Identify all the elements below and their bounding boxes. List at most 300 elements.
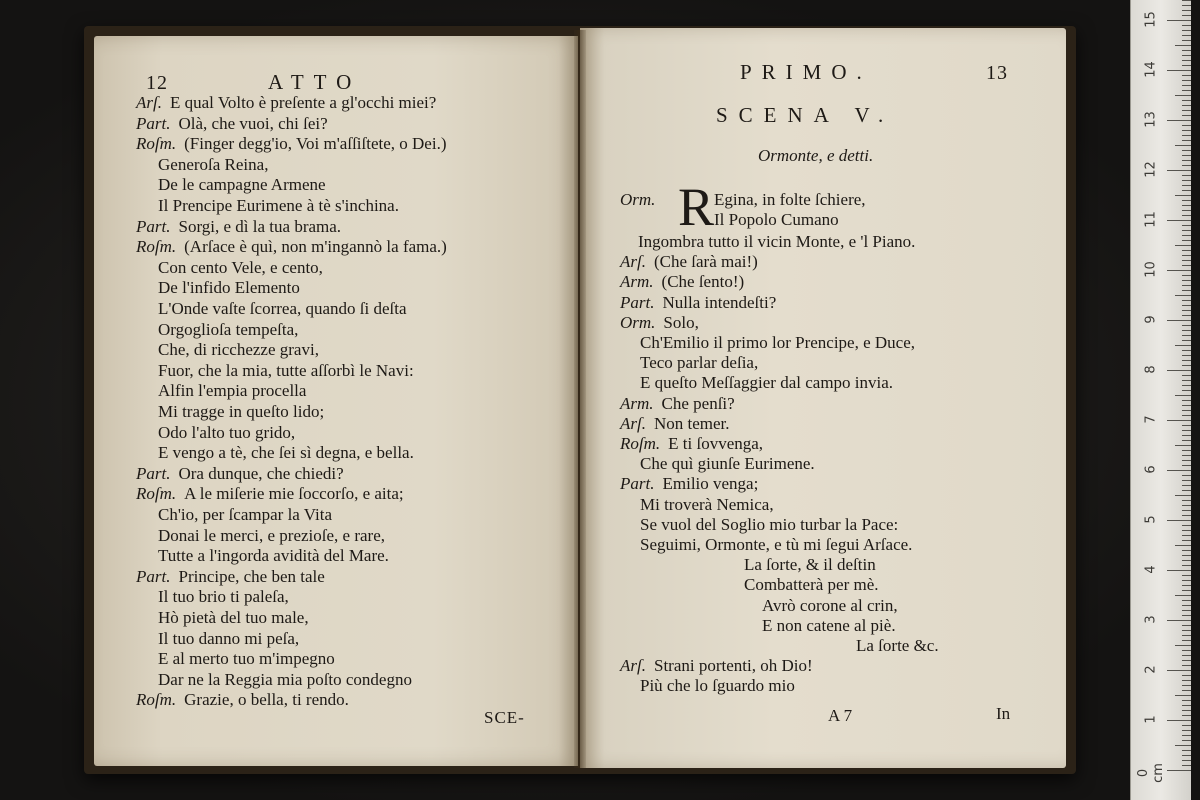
text-line [136,690,349,710]
line-text: Che penſi? [661,393,735,413]
ruler-tick [1182,290,1191,291]
line-text: De l'infido Elemento [158,278,300,298]
ruler-tick [1182,505,1191,506]
ruler-tick [1182,385,1191,386]
ruler-tick [1182,275,1191,276]
text-line [158,546,389,566]
ruler-tick [1182,180,1191,181]
ruler-tick [1182,625,1191,626]
book-gutter [574,30,586,768]
ruler-tick [1182,710,1191,711]
line-text: Combatterà per mè. [744,575,879,595]
ruler-tick [1182,210,1191,211]
ruler-tick [1182,110,1191,111]
text-line [640,495,774,515]
line-text: Dar ne la Reggia mia poſto condegno [158,669,412,689]
line-text: De le campagne Armene [158,175,326,195]
ruler-tick [1182,530,1191,531]
line-text: Ora dunque, che chiedi? [178,463,344,483]
line-text: E ti ſovvenga, [668,434,764,453]
ruler-number: 13 [1143,111,1159,128]
text-line [620,434,763,454]
text-line [158,361,414,381]
line-text: Teco parlar deſia, [640,353,759,373]
ruler-number: 8 [1143,365,1159,374]
text-line [158,505,332,525]
ruler-tick [1182,300,1191,301]
line-text: A le miſerie mie ſoccorſo, e aita; [184,484,404,504]
ruler-tick [1182,305,1191,306]
speaker-label: Part. [136,463,171,483]
ruler-tick [1182,750,1191,751]
ruler-tick [1182,40,1191,41]
line-text: La ſorte &c. [856,636,939,655]
ruler-tick [1182,555,1191,556]
ruler-tick [1182,765,1191,766]
ruler-tick [1182,75,1191,76]
ruler-tick [1167,270,1191,271]
ruler-tick [1182,725,1191,726]
ruler-tick [1182,575,1191,576]
ruler-tick [1182,690,1191,691]
ruler-tick [1167,470,1191,471]
line-text: Che quì giunſe Eurimene. [640,454,815,474]
ruler-tick [1182,50,1191,51]
line-text: Non temer. [653,413,730,433]
ruler-number: 9 [1143,315,1159,324]
ruler-tick [1182,240,1191,241]
text-line [158,443,414,463]
line-text: (Che ſarà mai!) [653,252,758,272]
text-line [744,555,876,575]
speaker-label: Part. [620,474,655,494]
ruler-tick [1182,65,1191,66]
ruler-tick [1182,60,1191,61]
speaker-label: Part. [136,216,171,236]
ruler-tick [1182,365,1191,366]
line-text: Principe, che ben tale [178,566,325,586]
ruler-tick [1182,640,1191,641]
line-text: E queſto Meſſaggier dal campo invia. [640,373,894,393]
ruler-tick [1182,90,1191,91]
line-text: Grazie, o bella, ti rendo. [184,690,349,710]
ruler-tick [1182,165,1191,166]
ruler-tick [1182,540,1191,541]
ruler-tick [1182,515,1191,516]
ruler-tick [1175,745,1191,746]
ruler-tick [1175,445,1191,446]
ruler-tick [1182,550,1191,551]
speaker-label: Roſm. [136,690,177,710]
ruler-tick [1182,215,1191,216]
speaker-label: Orm. [620,312,656,332]
ruler-tick [1182,425,1191,426]
ruler-tick [1182,250,1191,251]
ruler-tick [1175,695,1191,696]
ruler-tick [1182,125,1191,126]
text-line [762,616,896,636]
ruler-number: 12 [1143,161,1159,178]
ruler-tick [1175,245,1191,246]
ruler-tick [1182,650,1191,651]
text-line [620,252,758,272]
ruler-tick [1182,510,1191,511]
ruler-tick [1182,315,1191,316]
ruler-tick [1175,295,1191,296]
line-text: Donai le merci, e prezioſe, e rare, [158,525,386,545]
line-text: Ch'io, per ſcampar la Vita [158,505,333,524]
ruler-tick [1182,10,1191,11]
ruler-tick [1182,285,1191,286]
line-text: E al merto tuo m'impegno [158,649,335,669]
ruler-tick [1182,685,1191,686]
ruler-tick [1182,490,1191,491]
ruler-tick [1182,655,1191,656]
ruler-tick [1182,205,1191,206]
ruler-tick [1175,45,1191,46]
line-text: Fuor, che la mia, tutte aſſorbì le Navi: [158,360,414,380]
speaker-label: Arm. [620,393,654,413]
ruler-tick [1182,405,1191,406]
ruler-tick [1175,95,1191,96]
speaker-label: Arm. [620,272,654,292]
text-line [136,217,341,237]
ruler-tick [1182,355,1191,356]
right-catchword: In [996,704,1011,723]
ruler-tick [1182,80,1191,81]
ruler-tick [1182,705,1191,706]
text-line [620,272,744,292]
line-text: La ſorte, & il deſtin [744,555,876,575]
ruler-tick [1182,500,1191,501]
line-text: Ch'Emilio il primo lor Prencipe, e Duce, [640,333,916,352]
ruler-tick [1182,310,1191,311]
line-text: Il tuo danno mi peſa, [158,628,300,648]
text-line [158,670,412,690]
dropcap-line-2: Il Popolo Cumano [714,210,839,229]
ruler-tick [1182,430,1191,431]
ruler-tick [1182,565,1191,566]
ruler-tick [1175,395,1191,396]
text-line [158,299,407,319]
text-line [158,402,324,422]
ruler-tick [1182,375,1191,376]
text-line [158,320,298,340]
line-text: Strani portenti, oh Dio! [653,656,813,676]
ruler-tick [1182,130,1191,131]
text-line [136,567,325,587]
line-text: Avrò corone al crin, [762,595,898,615]
speaker-label: Roſm. [620,434,661,453]
dropcap-line-1: Egina, in folte ſchiere, [714,190,866,209]
left-running-header: ATTO [268,70,362,94]
line-text: Odo l'alto tuo grido, [158,422,296,442]
speaker-label: Part. [620,292,655,312]
ruler-tick [1182,140,1191,141]
text-line [640,676,795,696]
ruler-tick [1175,545,1191,546]
text-line [158,629,299,649]
speaker-label: Arſ. [136,93,162,112]
signature-mark: A 7 [828,706,853,725]
text-line [640,535,912,555]
ruler-tick [1182,460,1191,461]
measurement-ruler [1130,0,1191,800]
ruler-tick [1182,225,1191,226]
ruler-tick [1182,400,1191,401]
ruler-tick [1182,615,1191,616]
text-line [136,484,404,504]
ruler-tick [1182,415,1191,416]
ruler-tick [1167,770,1191,771]
ruler-tick [1182,525,1191,526]
ruler-tick [1182,535,1191,536]
ruler-tick [1182,35,1191,36]
text-line [136,464,344,484]
text-line [136,134,447,154]
ruler-number: 1 [1143,715,1159,724]
text-line [136,237,447,257]
ruler-number: 14 [1143,61,1159,78]
line-text: Ingombra tutto il vicin Monte, e 'l Piano. [638,232,916,251]
speaker-label: Arſ. [620,656,646,676]
ruler-tick [1182,680,1191,681]
ruler-tick [1182,5,1191,6]
line-text: Se vuol del Soglio mio turbar la Pace: [640,514,899,534]
scene-title: SCENA V. [716,103,895,127]
ruler-tick [1182,175,1191,176]
ruler-tick [1182,605,1191,606]
ruler-tick [1182,390,1191,391]
speaker-label: Arſ. [620,413,646,433]
speaker-label: Part. [136,566,171,586]
ruler-tick [1182,380,1191,381]
text-line [158,196,399,216]
line-text: Orgoglioſa tempeſta, [158,319,299,339]
text-line [638,232,915,252]
line-text: E qual Volto è preſente a gl'occhi miei? [169,93,437,112]
ruler-tick [1182,665,1191,666]
ruler-tick [1182,105,1191,106]
ruler-tick [1182,30,1191,31]
text-line [158,258,323,278]
ruler-tick [1167,220,1191,221]
ruler-tick [1182,360,1191,361]
ruler-tick [1182,700,1191,701]
ruler-tick [1182,485,1191,486]
line-text: Alfin l'empia procella [158,381,307,401]
text-line [158,423,295,443]
ruler-tick [1167,20,1191,21]
ruler-tick [1182,735,1191,736]
ruler-tick [1167,420,1191,421]
speaker-label: Arſ. [620,252,646,272]
ruler-tick [1182,155,1191,156]
ruler-tick [1182,560,1191,561]
ruler-tick [1182,755,1191,756]
ruler-tick [1167,570,1191,571]
ruler-tick [1182,600,1191,601]
text-line [158,608,309,628]
ruler-tick [1182,185,1191,186]
ruler-tick [1182,660,1191,661]
ruler-tick [1182,0,1191,1]
text-line [136,114,328,134]
line-text: Generoſa Reina, [158,154,269,174]
line-text: Il tuo brio ti paleſa, [158,587,289,607]
text-line [640,353,758,373]
ruler-tick [1182,55,1191,56]
drop-cap-letter: R [678,177,715,237]
ruler-number: 3 [1143,615,1159,624]
left-page-number: 12 [146,72,168,94]
line-text: Il Prencipe Eurimene à tè s'inchina. [158,196,399,215]
text-line [640,515,898,535]
speaker-label: Roſm. [136,134,177,154]
ruler-tick [1167,620,1191,621]
speaker-label: Roſm. [136,237,177,257]
text-line [640,333,915,353]
line-text: Sorgi, e dì la tua brama. [178,216,342,236]
ruler-tick [1182,335,1191,336]
text-line [640,373,893,393]
ruler-tick [1182,150,1191,151]
text-line [158,587,289,607]
left-catchword: SCE- [484,708,525,727]
ruler-tick [1182,730,1191,731]
text-line [856,636,939,656]
text-line [158,278,300,298]
ruler-tick [1182,325,1191,326]
text-line [620,293,776,313]
line-text: Più che lo ſguardo mio [640,676,795,696]
line-text: Solo, [663,312,699,332]
ruler-unit-label: 0 cm [1136,763,1166,783]
ruler-number: 11 [1143,211,1159,228]
ruler-tick [1182,235,1191,236]
ruler-tick [1182,635,1191,636]
ruler-tick [1175,595,1191,596]
ruler-tick [1182,590,1191,591]
scene-subtitle: Ormonte, e detti. [758,146,874,165]
ruler-tick [1167,370,1191,371]
text-line [620,394,735,414]
ruler-tick [1182,435,1191,436]
line-text: L'Onde vaſte ſcorrea, quando ſi deſta [158,299,407,318]
text-line [136,93,436,113]
ruler-tick [1182,610,1191,611]
speaker-label: Orm. [620,190,656,209]
text-line [620,474,758,494]
line-text: Seguimi, Ormonte, e tù mi ſegui Arſace. [640,535,913,554]
line-text: Tutte a l'ingorda avidità del Mare. [158,546,389,566]
ruler-tick [1182,715,1191,716]
line-text: Olà, che vuoi, chi ſei? [178,113,328,133]
line-text: (Arſace è quì, non m'ingannò la fama.) [184,237,447,257]
text-line [744,575,879,595]
ruler-tick [1175,195,1191,196]
ruler-tick [1182,330,1191,331]
ruler-tick [1167,320,1191,321]
ruler-number: 4 [1143,565,1159,574]
ruler-number: 2 [1143,665,1159,674]
ruler-tick [1182,475,1191,476]
right-running-header: PRIMO. [740,60,872,84]
text-line [762,596,898,616]
ruler-tick [1182,280,1191,281]
ruler-tick [1167,120,1191,121]
line-text: Emilio venga; [662,474,759,494]
ruler-tick [1167,520,1191,521]
ruler-tick [1182,160,1191,161]
ruler-tick [1167,170,1191,171]
ruler-tick [1175,495,1191,496]
ruler-tick [1182,85,1191,86]
speaker-label: Part. [136,113,171,133]
text-line [158,155,268,175]
ruler-tick [1182,260,1191,261]
ruler-tick [1182,15,1191,16]
ruler-tick [1182,200,1191,201]
ruler-tick [1182,100,1191,101]
text-line [640,454,815,474]
ruler-tick [1182,760,1191,761]
ruler-tick [1167,670,1191,671]
line-text: Mi tragge in queſto lido; [158,402,325,421]
line-text: Mi troverà Nemica, [640,494,774,514]
ruler-tick [1182,440,1191,441]
ruler-tick [1175,345,1191,346]
speaker-label: Roſm. [136,484,177,504]
ruler-tick [1182,25,1191,26]
line-text: E vengo a tè, che ſei sì degna, e bella. [158,443,414,463]
ruler-tick [1175,645,1191,646]
ruler-tick [1182,255,1191,256]
text-line [158,340,319,360]
ruler-tick [1167,720,1191,721]
ruler-tick [1182,230,1191,231]
ruler-tick [1182,410,1191,411]
ruler-number: 5 [1143,515,1159,524]
ruler-tick [1182,630,1191,631]
ruler-tick [1182,465,1191,466]
text-line [620,414,730,434]
dropcap-speaker [620,190,663,210]
line-text: E non catene al piè. [762,615,896,635]
ruler-number: 7 [1143,415,1159,424]
line-text: Nulla intendeſti? [662,292,777,312]
ruler-number: 6 [1143,465,1159,474]
ruler-tick [1167,70,1191,71]
ruler-tick [1182,115,1191,116]
ruler-tick [1182,740,1191,741]
ruler-tick [1175,145,1191,146]
text-line [158,649,335,669]
ruler-tick [1182,340,1191,341]
ruler-tick [1182,135,1191,136]
text-line [620,313,699,333]
ruler-tick [1182,675,1191,676]
right-page-number: 13 [986,62,1008,84]
ruler-tick [1182,450,1191,451]
line-text: Con cento Vele, e cento, [158,257,323,277]
ruler-tick [1182,480,1191,481]
ruler-number: 15 [1143,11,1159,28]
line-text: (Finger degg'io, Voi m'aſſiſtete, o Dei.) [184,134,447,154]
line-text: Hò pietà del tuo male, [158,608,309,627]
line-text: (Che ſento!) [661,272,745,292]
ruler-tick [1182,350,1191,351]
